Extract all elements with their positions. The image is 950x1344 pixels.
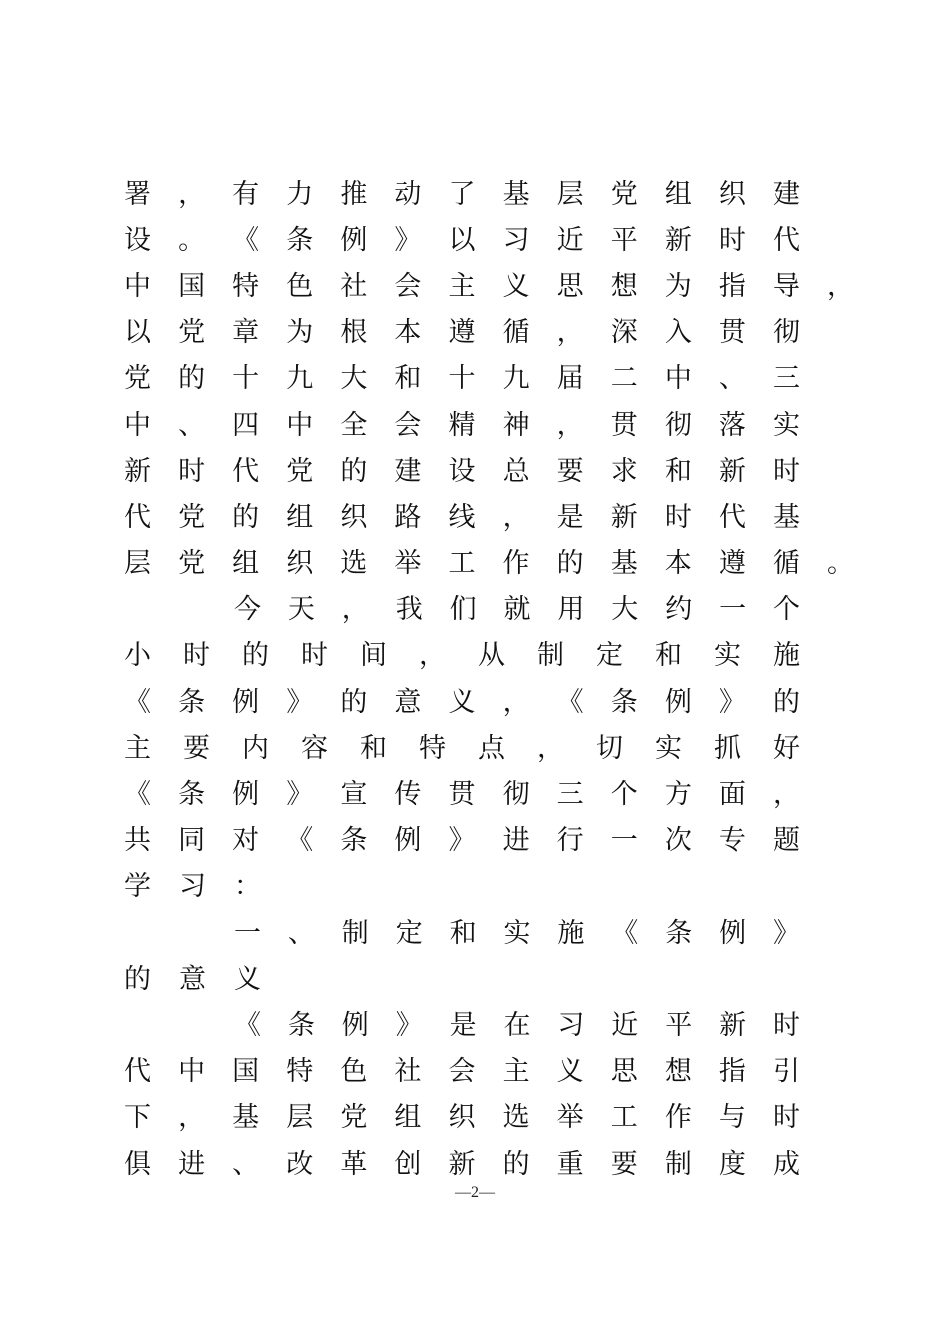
text-char: 思 bbox=[610, 1056, 638, 1088]
text-char: 和 bbox=[394, 363, 422, 395]
text-char: 时 bbox=[773, 1009, 800, 1041]
text-char: 本 bbox=[664, 548, 692, 580]
text-char: 代 bbox=[124, 501, 151, 533]
text-char: 、 bbox=[232, 1148, 260, 1180]
text-char: 新 bbox=[610, 501, 638, 533]
text-char: ， bbox=[341, 594, 369, 626]
text-char: 推 bbox=[340, 178, 368, 210]
text-line bbox=[124, 307, 854, 353]
text-char: 总 bbox=[502, 455, 530, 487]
text-char: 时 bbox=[773, 1102, 800, 1134]
text-char: 中 bbox=[178, 1056, 206, 1088]
text-char: 定 bbox=[596, 640, 623, 672]
text-char: 是 bbox=[556, 501, 584, 533]
text-char: 线 bbox=[448, 501, 476, 533]
text-char: 特 bbox=[232, 270, 260, 302]
text-char: 时 bbox=[301, 640, 328, 672]
text-char: 层 bbox=[124, 548, 151, 580]
text-line bbox=[124, 768, 854, 814]
text-char: 共 bbox=[124, 825, 151, 857]
text-char: 贯 bbox=[718, 317, 746, 349]
text-char: ： bbox=[234, 871, 261, 903]
text-char: 入 bbox=[664, 317, 692, 349]
text-line bbox=[124, 260, 854, 306]
text-char: 进 bbox=[502, 825, 530, 857]
text-char: 的 bbox=[340, 686, 368, 718]
text-char: 例 bbox=[719, 917, 747, 949]
text-char: 个 bbox=[773, 594, 800, 626]
text-char: 传 bbox=[394, 779, 422, 811]
text-char: 平 bbox=[610, 224, 638, 256]
text-char: 为 bbox=[286, 317, 314, 349]
text-line bbox=[124, 168, 854, 214]
text-char: 、 bbox=[718, 363, 746, 395]
text-char: 工 bbox=[448, 548, 476, 580]
text-char: 代 bbox=[718, 501, 746, 533]
text-char: 义 bbox=[556, 1056, 584, 1088]
text-char: 署 bbox=[124, 178, 151, 210]
text-char: 度 bbox=[718, 1148, 746, 1180]
text-char: 大 bbox=[611, 594, 639, 626]
text-char: 三 bbox=[556, 779, 584, 811]
text-char: 选 bbox=[340, 548, 368, 580]
text-char: 容 bbox=[301, 732, 328, 764]
text-line bbox=[124, 815, 854, 861]
text-char: 俱 bbox=[124, 1148, 151, 1180]
text-char: 《 bbox=[611, 917, 639, 949]
text-char: ， bbox=[537, 732, 564, 764]
text-char: 的 bbox=[556, 548, 584, 580]
text-char: 国 bbox=[178, 270, 206, 302]
text-char: 习 bbox=[557, 1009, 585, 1041]
text-char: 三 bbox=[773, 363, 800, 395]
text-char: 《 bbox=[556, 686, 584, 718]
text-char: 织 bbox=[286, 548, 314, 580]
text-char: 精 bbox=[448, 409, 476, 441]
text-char: 中 bbox=[286, 409, 314, 441]
text-char: 章 bbox=[232, 317, 260, 349]
text-line bbox=[124, 399, 854, 445]
text-char: 九 bbox=[286, 363, 314, 395]
text-char: 神 bbox=[502, 409, 530, 441]
text-char: 条 bbox=[340, 825, 368, 857]
text-char: 特 bbox=[286, 1056, 314, 1088]
text-char: 专 bbox=[718, 825, 746, 857]
text-char: 贯 bbox=[448, 779, 476, 811]
text-char: 九 bbox=[502, 363, 530, 395]
text-char: 时 bbox=[718, 224, 746, 256]
text-char: 指 bbox=[718, 270, 746, 302]
text-char: 就 bbox=[503, 594, 531, 626]
text-char: 的 bbox=[340, 455, 368, 487]
text-char: 《 bbox=[234, 1009, 261, 1041]
text-char: 层 bbox=[286, 1102, 314, 1134]
text-char: 一 bbox=[610, 825, 638, 857]
text-char: 时 bbox=[183, 640, 210, 672]
text-char: 作 bbox=[502, 548, 530, 580]
text-char: 。 bbox=[178, 224, 206, 256]
text-char: 例 bbox=[232, 779, 260, 811]
text-char: ， bbox=[419, 640, 446, 672]
text-char: 党 bbox=[124, 363, 151, 395]
text-char: ， bbox=[178, 1102, 206, 1134]
text-char: 指 bbox=[718, 1056, 746, 1088]
text-char: 例 bbox=[341, 1009, 369, 1041]
text-char: 的 bbox=[773, 686, 800, 718]
text-char: 一 bbox=[719, 594, 747, 626]
text-char: 四 bbox=[232, 409, 260, 441]
text-line bbox=[124, 676, 854, 722]
text-char: 大 bbox=[340, 363, 368, 395]
text-char: 》 bbox=[286, 686, 314, 718]
text-char: 们 bbox=[449, 594, 477, 626]
text-line bbox=[124, 907, 854, 953]
text-char: 色 bbox=[286, 270, 314, 302]
text-line bbox=[124, 491, 854, 537]
text-char: 条 bbox=[610, 686, 638, 718]
text-char: 近 bbox=[611, 1009, 639, 1041]
text-char: 彻 bbox=[664, 409, 692, 441]
text-char: 了 bbox=[448, 178, 476, 210]
text-char: 意 bbox=[179, 963, 206, 995]
text-char: 用 bbox=[557, 594, 585, 626]
text-line bbox=[124, 630, 854, 676]
text-char: 思 bbox=[556, 270, 584, 302]
text-char: 和 bbox=[655, 640, 682, 672]
text-char: 点 bbox=[478, 732, 505, 764]
text-char: 工 bbox=[610, 1102, 638, 1134]
text-char: 的 bbox=[124, 963, 151, 995]
text-char: 为 bbox=[664, 270, 692, 302]
text-char: 实 bbox=[503, 917, 531, 949]
text-char: 主 bbox=[448, 270, 476, 302]
text-char: 中 bbox=[124, 409, 151, 441]
text-char: 与 bbox=[718, 1102, 746, 1134]
text-char: 以 bbox=[124, 317, 151, 349]
text-char: 组 bbox=[286, 501, 314, 533]
text-char: 的 bbox=[502, 1148, 530, 1180]
text-char: 同 bbox=[178, 825, 206, 857]
text-char: 下 bbox=[124, 1102, 151, 1134]
text-char: 国 bbox=[232, 1056, 260, 1088]
text-char: 设 bbox=[448, 455, 476, 487]
text-char: 基 bbox=[610, 548, 638, 580]
text-char: 《 bbox=[286, 825, 314, 857]
text-char: 实 bbox=[655, 732, 682, 764]
text-char: ， bbox=[502, 501, 530, 533]
text-char: 切 bbox=[596, 732, 623, 764]
text-char: 《 bbox=[232, 224, 260, 256]
text-char: 定 bbox=[395, 917, 423, 949]
text-char: 织 bbox=[718, 178, 746, 210]
text-char: 近 bbox=[556, 224, 584, 256]
text-char: 十 bbox=[448, 363, 476, 395]
text-char: 想 bbox=[610, 270, 638, 302]
text-char: 新 bbox=[448, 1148, 476, 1180]
text-char: 例 bbox=[340, 224, 368, 256]
text-char: 间 bbox=[360, 640, 387, 672]
text-char: 》 bbox=[718, 686, 746, 718]
text-char: ， bbox=[827, 270, 854, 302]
text-char: 例 bbox=[232, 686, 260, 718]
text-char: 动 bbox=[394, 178, 422, 210]
text-char: 新 bbox=[718, 455, 746, 487]
text-char: 引 bbox=[773, 1056, 800, 1088]
text-char: 制 bbox=[664, 1148, 692, 1180]
text-char: 制 bbox=[341, 917, 369, 949]
text-char: 抓 bbox=[714, 732, 741, 764]
text-char: 实 bbox=[714, 640, 741, 672]
text-char: 时 bbox=[178, 455, 206, 487]
text-char: 义 bbox=[234, 963, 261, 995]
text-char: 届 bbox=[556, 363, 584, 395]
text-char: 我 bbox=[395, 594, 423, 626]
text-char: 例 bbox=[394, 825, 422, 857]
text-char: 党 bbox=[340, 1102, 368, 1134]
text-char: 实 bbox=[773, 409, 800, 441]
text-char: 习 bbox=[502, 224, 530, 256]
text-char: 建 bbox=[773, 178, 800, 210]
text-char: 条 bbox=[178, 779, 206, 811]
text-char: 循 bbox=[502, 317, 530, 349]
text-char: 、 bbox=[178, 409, 206, 441]
text-char: 题 bbox=[773, 825, 800, 857]
text-char: 条 bbox=[178, 686, 206, 718]
text-char: 改 bbox=[286, 1148, 314, 1180]
text-char: 方 bbox=[664, 779, 692, 811]
text-char: 社 bbox=[394, 1056, 422, 1088]
text-line bbox=[124, 353, 854, 399]
text-char: 主 bbox=[502, 1056, 530, 1088]
text-char: 是 bbox=[449, 1009, 477, 1041]
text-char: 根 bbox=[340, 317, 368, 349]
text-char: 平 bbox=[665, 1009, 693, 1041]
text-char: 社 bbox=[340, 270, 368, 302]
text-char: 十 bbox=[232, 363, 260, 395]
text-line bbox=[124, 953, 854, 999]
text-char: 组 bbox=[232, 548, 260, 580]
text-char: 党 bbox=[286, 455, 314, 487]
text-char: 对 bbox=[232, 825, 260, 857]
text-char: 党 bbox=[178, 317, 206, 349]
text-char: ， bbox=[502, 686, 530, 718]
text-char: ， bbox=[556, 317, 584, 349]
text-char: 在 bbox=[503, 1009, 531, 1041]
text-char: 的 bbox=[242, 640, 269, 672]
text-char: 设 bbox=[124, 224, 151, 256]
text-char: 彻 bbox=[773, 317, 800, 349]
text-char: 遵 bbox=[718, 548, 746, 580]
text-char: 贯 bbox=[610, 409, 638, 441]
text-char: 》 bbox=[395, 1009, 423, 1041]
text-line bbox=[124, 999, 854, 1045]
text-line bbox=[124, 1138, 854, 1184]
text-char: 全 bbox=[340, 409, 368, 441]
text-line bbox=[124, 1092, 854, 1138]
text-char: 循 bbox=[772, 548, 800, 580]
text-char: 创 bbox=[394, 1148, 422, 1180]
body-text bbox=[124, 168, 854, 1184]
text-char: 和 bbox=[360, 732, 387, 764]
text-line bbox=[124, 538, 854, 584]
text-char: 基 bbox=[773, 501, 800, 533]
text-char: 约 bbox=[665, 594, 693, 626]
text-char: 彻 bbox=[502, 779, 530, 811]
text-char: 以 bbox=[448, 224, 476, 256]
text-char: 基 bbox=[232, 1102, 260, 1134]
text-char: 深 bbox=[610, 317, 638, 349]
page-number: —2— bbox=[455, 1184, 495, 1201]
text-char: 要 bbox=[610, 1148, 638, 1180]
text-char: 学 bbox=[124, 871, 151, 903]
text-char: 求 bbox=[610, 455, 638, 487]
text-char: 习 bbox=[179, 871, 206, 903]
text-char: 和 bbox=[449, 917, 477, 949]
text-char: 从 bbox=[478, 640, 505, 672]
text-char: 党 bbox=[178, 501, 206, 533]
text-char: 新 bbox=[124, 455, 151, 487]
text-char: 好 bbox=[773, 732, 800, 764]
text-char: 义 bbox=[448, 686, 476, 718]
text-line bbox=[124, 584, 854, 630]
text-char: 会 bbox=[448, 1056, 476, 1088]
text-char: 要 bbox=[183, 732, 210, 764]
text-char: 的 bbox=[178, 363, 206, 395]
text-char: ， bbox=[178, 178, 206, 210]
text-char: 》 bbox=[448, 825, 476, 857]
text-char: 条 bbox=[287, 1009, 315, 1041]
text-line bbox=[124, 445, 854, 491]
text-line bbox=[124, 1046, 854, 1092]
text-char: 党 bbox=[178, 548, 206, 580]
text-char: 重 bbox=[556, 1148, 584, 1180]
text-char: 举 bbox=[556, 1102, 584, 1134]
text-char: 新 bbox=[664, 224, 692, 256]
text-char: 面 bbox=[718, 779, 746, 811]
text-char: 落 bbox=[718, 409, 746, 441]
text-char: 意 bbox=[394, 686, 422, 718]
text-char: 遵 bbox=[448, 317, 476, 349]
text-char: 的 bbox=[232, 501, 260, 533]
text-char: 小 bbox=[124, 640, 151, 672]
text-char: 建 bbox=[394, 455, 422, 487]
text-char: 会 bbox=[394, 409, 422, 441]
text-char: 代 bbox=[232, 455, 260, 487]
text-char: 基 bbox=[502, 178, 530, 210]
text-line bbox=[124, 722, 854, 768]
text-char: 进 bbox=[178, 1148, 206, 1180]
text-char: 天 bbox=[287, 594, 315, 626]
text-char: 织 bbox=[340, 501, 368, 533]
text-char: 施 bbox=[557, 917, 585, 949]
text-char: 想 bbox=[664, 1056, 692, 1088]
text-char: 个 bbox=[610, 779, 638, 811]
text-char: 宣 bbox=[340, 779, 368, 811]
text-char: 色 bbox=[340, 1056, 368, 1088]
text-char: 制 bbox=[537, 640, 564, 672]
text-char: 。 bbox=[827, 548, 854, 580]
text-char: 组 bbox=[664, 178, 692, 210]
text-char: 内 bbox=[242, 732, 269, 764]
text-char: 次 bbox=[664, 825, 692, 857]
text-char: 代 bbox=[773, 224, 800, 256]
text-char: 施 bbox=[773, 640, 800, 672]
text-char: 中 bbox=[124, 270, 151, 302]
text-char: 力 bbox=[286, 178, 314, 210]
text-char: 二 bbox=[610, 363, 638, 395]
text-char: 有 bbox=[232, 178, 260, 210]
text-char: 和 bbox=[664, 455, 692, 487]
text-char: 特 bbox=[419, 732, 446, 764]
text-char: ， bbox=[773, 779, 800, 811]
text-char: 义 bbox=[502, 270, 530, 302]
text-char: 一 bbox=[234, 917, 261, 949]
text-char: 时 bbox=[664, 501, 692, 533]
text-char: 成 bbox=[773, 1148, 800, 1180]
text-char: 、 bbox=[287, 917, 315, 949]
text-char: 层 bbox=[556, 178, 584, 210]
text-char: 》 bbox=[773, 917, 800, 949]
text-char: ， bbox=[556, 409, 584, 441]
text-char: 例 bbox=[664, 686, 692, 718]
text-char: 党 bbox=[610, 178, 638, 210]
text-char: 《 bbox=[124, 779, 151, 811]
text-char: 革 bbox=[340, 1148, 368, 1180]
text-char: 本 bbox=[394, 317, 422, 349]
text-char: 行 bbox=[556, 825, 584, 857]
text-char: 条 bbox=[286, 224, 314, 256]
text-char: 》 bbox=[394, 224, 422, 256]
text-char: 作 bbox=[664, 1102, 692, 1134]
text-char: 组 bbox=[394, 1102, 422, 1134]
text-char: 会 bbox=[394, 270, 422, 302]
text-char: 举 bbox=[394, 548, 422, 580]
text-char: 时 bbox=[773, 455, 800, 487]
text-char: 中 bbox=[664, 363, 692, 395]
text-char: 织 bbox=[448, 1102, 476, 1134]
text-line bbox=[124, 861, 854, 907]
text-char: 选 bbox=[502, 1102, 530, 1134]
text-line bbox=[124, 214, 854, 260]
text-char: 新 bbox=[719, 1009, 747, 1041]
text-char: 导 bbox=[772, 270, 800, 302]
text-char: 条 bbox=[665, 917, 693, 949]
text-char: 今 bbox=[234, 594, 261, 626]
text-char: 》 bbox=[286, 779, 314, 811]
text-char: 代 bbox=[124, 1056, 151, 1088]
text-char: 要 bbox=[556, 455, 584, 487]
text-char: 《 bbox=[124, 686, 151, 718]
text-char: 主 bbox=[124, 732, 151, 764]
text-char: 路 bbox=[394, 501, 422, 533]
